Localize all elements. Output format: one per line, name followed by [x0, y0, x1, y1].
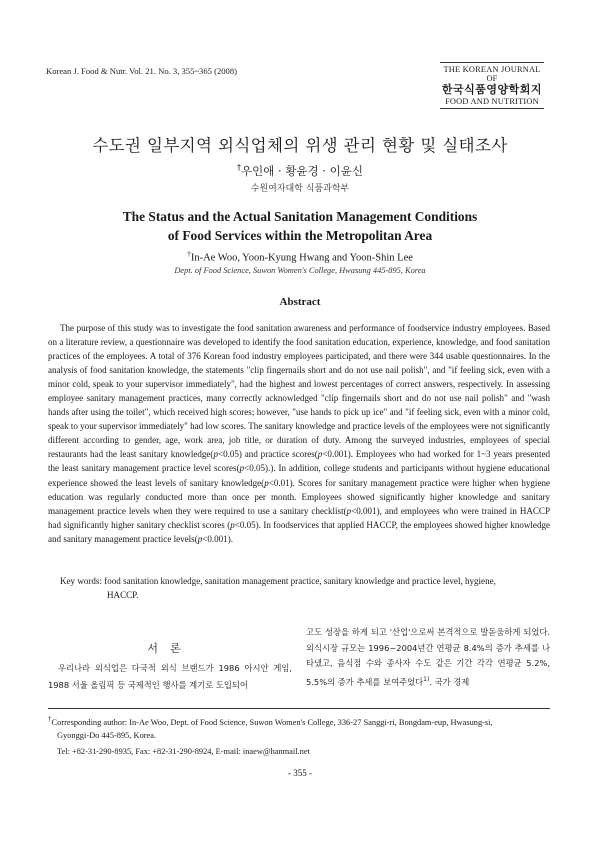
authors-en [0, 249, 600, 264]
page-number: - 355 - [288, 768, 312, 778]
keywords-label: Key words: [60, 576, 102, 586]
paper-title-en-line2: of Food Services within the Metropolitan Area [167, 228, 433, 243]
affiliation-kr: 수원여자대학 식품과학부 [250, 184, 350, 194]
keywords [60, 574, 550, 602]
corresponding-author-footnote: †Corresponding author: In-Ae Woo, Dept. of Food Science, Suwon Women's College, 336-27 Sanggi-ri, Bongdam-eup, Hwasung-si, Gyonggi-Do 445-895, Korea. Tel: +82-31-290-8935, Fax: +82-31-290-8924, E-mail: inaew@hanmail.net [48, 713, 550, 758]
section-heading-introduction: 서론 [147, 642, 193, 655]
journal-citation: Korean J. Food & Nutr. Vol. 21. No. 3, 355~365 (2008) [46, 66, 238, 76]
keywords-line2: HACCP. [107, 590, 139, 600]
contact-info: Tel: +82-31-290-8935, Fax: +82-31-290-8924, E-mail: inaew@hanmail.net [57, 746, 310, 756]
corresponding-mark-en: † [187, 249, 191, 258]
paper-title-en-line1: The Status and the Actual Sanitation Management Conditions [122, 209, 478, 224]
authors-kr [0, 163, 600, 179]
keywords-line1: food sanitation knowledge, sanitation management practice, sanitary knowledge and practice level, hygiene, [104, 576, 496, 586]
journal-name-en-top: THE KOREAN JOURNAL OF [443, 65, 541, 83]
paper-title-kr: 수도권 일부지역 외식업체의 위생 관리 현황 및 실태조사 [92, 136, 508, 155]
body-column-right: 고도 성장을 하게 되고 '산업'으로써 본격적으로 발돋움하게 되었다. 외식시장 규모는 1996~2004년간 연평균 8.4%의 증가 추세를 나타냈고, 음식점 수와 종사자 수도 같은 기간 각각 연평균 5.2%, 5.5%의 증가 추세를 보여주었다$^{1)}$. 국가 경제 [306, 627, 550, 687]
abstract-body: The purpose of this study was to investigate the food sanitation awareness and performance of foodservice industry employees. Based on a literature review, a questionnaire was developed to identify the food sanitation education, experience, knowledge, and food sanitation practices of the employees. A total of 376 Korean food industry employees participated, and there were 344 usable questionnaires. In the analysis of food sanitation knowledge, the statements "clip fingernails short and do not use nail polish", and "if feeling sick, even with a minor cold, speak to your supervisor immediately", had the highest and lowest percentages of correct answers, respectively. In assessing employee sanitary management practices, many correctly acknowledged "clip fingernails short and do not use nail polish" and "wash hands after using the toilet", which received high scores; however, "use hands to pick up ice" and "if feeling sick, even with a minor cold, speak to your supervisor immediately" had low scores. The sanitary knowledge and practice levels of the employees were not significantly different according to gender, age, work area, job title, or duration of duty. Among the surveyed industries, employees of special restaurants had the least sanitary knowledge(p<0.05) and practice scores(p<0.001). Employees who had worked for 1~3 years presented the least sanitary management practice level scores(p<0.05).). In addition, college students and participants without hygiene educational experience showed the least levels of sanitary knowledge(p<0.01). Scores for sanitary management practice were higher when hygiene education was regularly conducted more than once per month. Employees showed significantly higher knowledge and sanitary management practice levels when they were required to use a sanitary checklist(p<0.001), and employees who were trained in HACCP had significantly higher sanitary checklist scores (p<0.05). In foodservices that applied HACCP, the employees showed higher knowledge and sanitary management practice levels(p<0.001). [48, 323, 551, 544]
paper-title-en [0, 207, 600, 245]
authors-kr-names: 우인애 · 황윤경 · 이윤신 [241, 164, 363, 178]
corresponding-mark: † [237, 163, 242, 173]
body-column-left: 우리나라 외식업은 다국적 외식 브랜드가 1986 아시안 게임, 1988 서울 올림픽 등 국제적인 행사를 계기로 도입되어 [48, 663, 292, 690]
journal-masthead [440, 62, 544, 109]
reference-mark: 1) [423, 675, 430, 683]
journal-name-en-bottom: FOOD AND NUTRITION [445, 97, 539, 106]
footnote-mark: † [48, 715, 52, 723]
affiliation-en: Dept. of Food Science, Suwon Women's College, Hwasung 445-895, Korea [174, 266, 426, 275]
abstract-heading: Abstract [279, 296, 321, 308]
authors-en-names: In-Ae Woo, Yoon-Kyung Hwang and Yoon-Shin Lee [190, 252, 413, 264]
footnote-rule [48, 708, 550, 709]
journal-name-kr: 한국식품영양학회지 [441, 83, 543, 96]
